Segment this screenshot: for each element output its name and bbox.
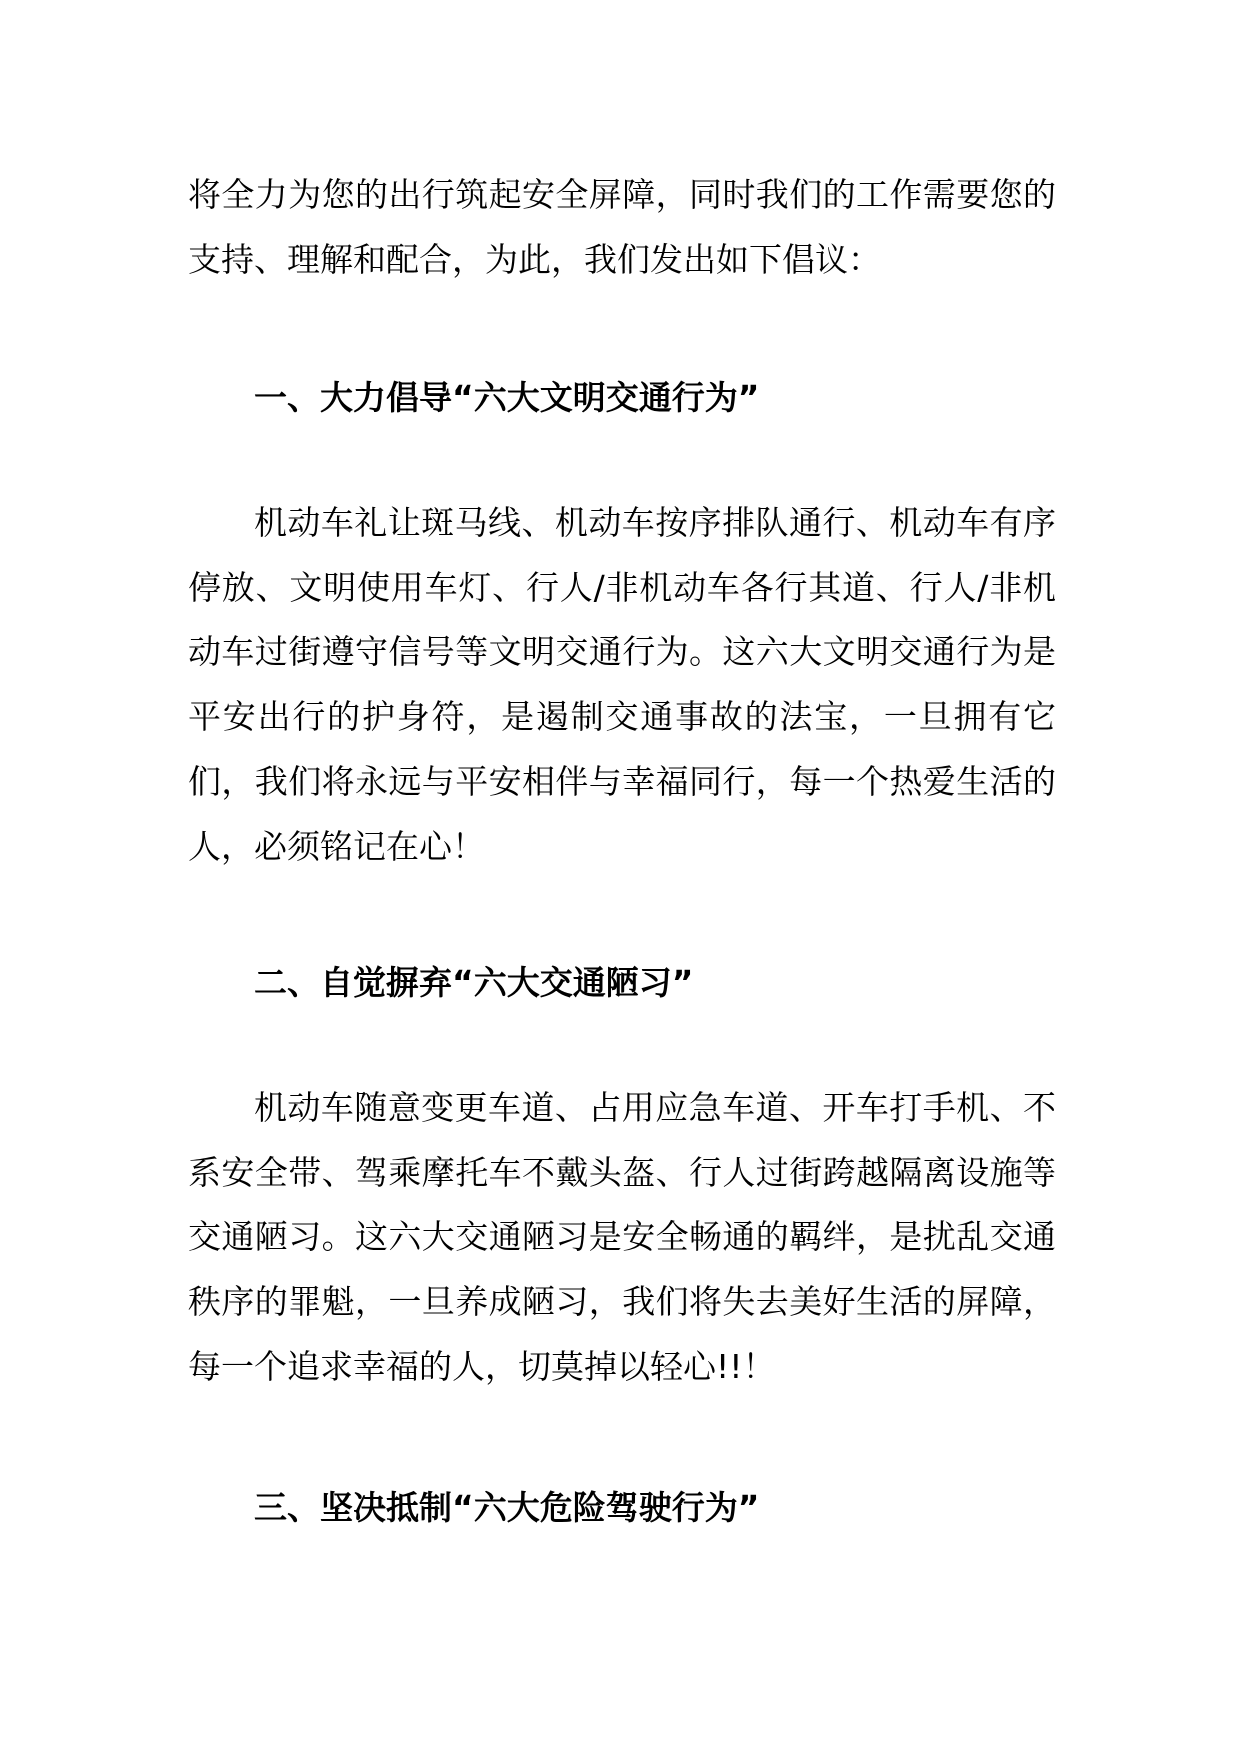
section-heading-3: 三、坚决抵制“六大危险驾驶行为”	[254, 1488, 760, 1527]
section-heading-1: 一、大力倡导“六大文明交通行为”	[254, 378, 760, 417]
section-heading-2: 二、自觉摒弃“六大交通陋习”	[254, 963, 694, 1002]
section-paragraph-1: 机动车礼让斑马线、机动车按序排队通行、机动车有序停放、文明使用车灯、行人/非机动车各行其道、行人/非机动车过街遵守信号等文明交通行为。这六大文明交通行为是平安出行的护身符，是遏制交通事故的法宝，一旦拥有它们，我们将永远与平安相伴与幸福同行，每一个热爱生活的人，必须铭记在心！	[188, 503, 1056, 866]
section-paragraph-2: 机动车随意变更车道、占用应急车道、开车打手机、不系安全带、驾乘摩托车不戴头盔、行人过街跨越隔离设施等交通陋习。这六大交通陋习是安全畅通的羁绊，是扰乱交通秩序的罪魁，一旦养成陋习，我们将失去美好生活的屏障，每一个追求幸福的人，切莫掉以轻心!!！	[188, 1088, 1056, 1386]
intro-paragraph: 将全力为您的出行筑起安全屏障，同时我们的工作需要您的支持、理解和配合，为此，我们发出如下倡议：	[188, 175, 1056, 279]
